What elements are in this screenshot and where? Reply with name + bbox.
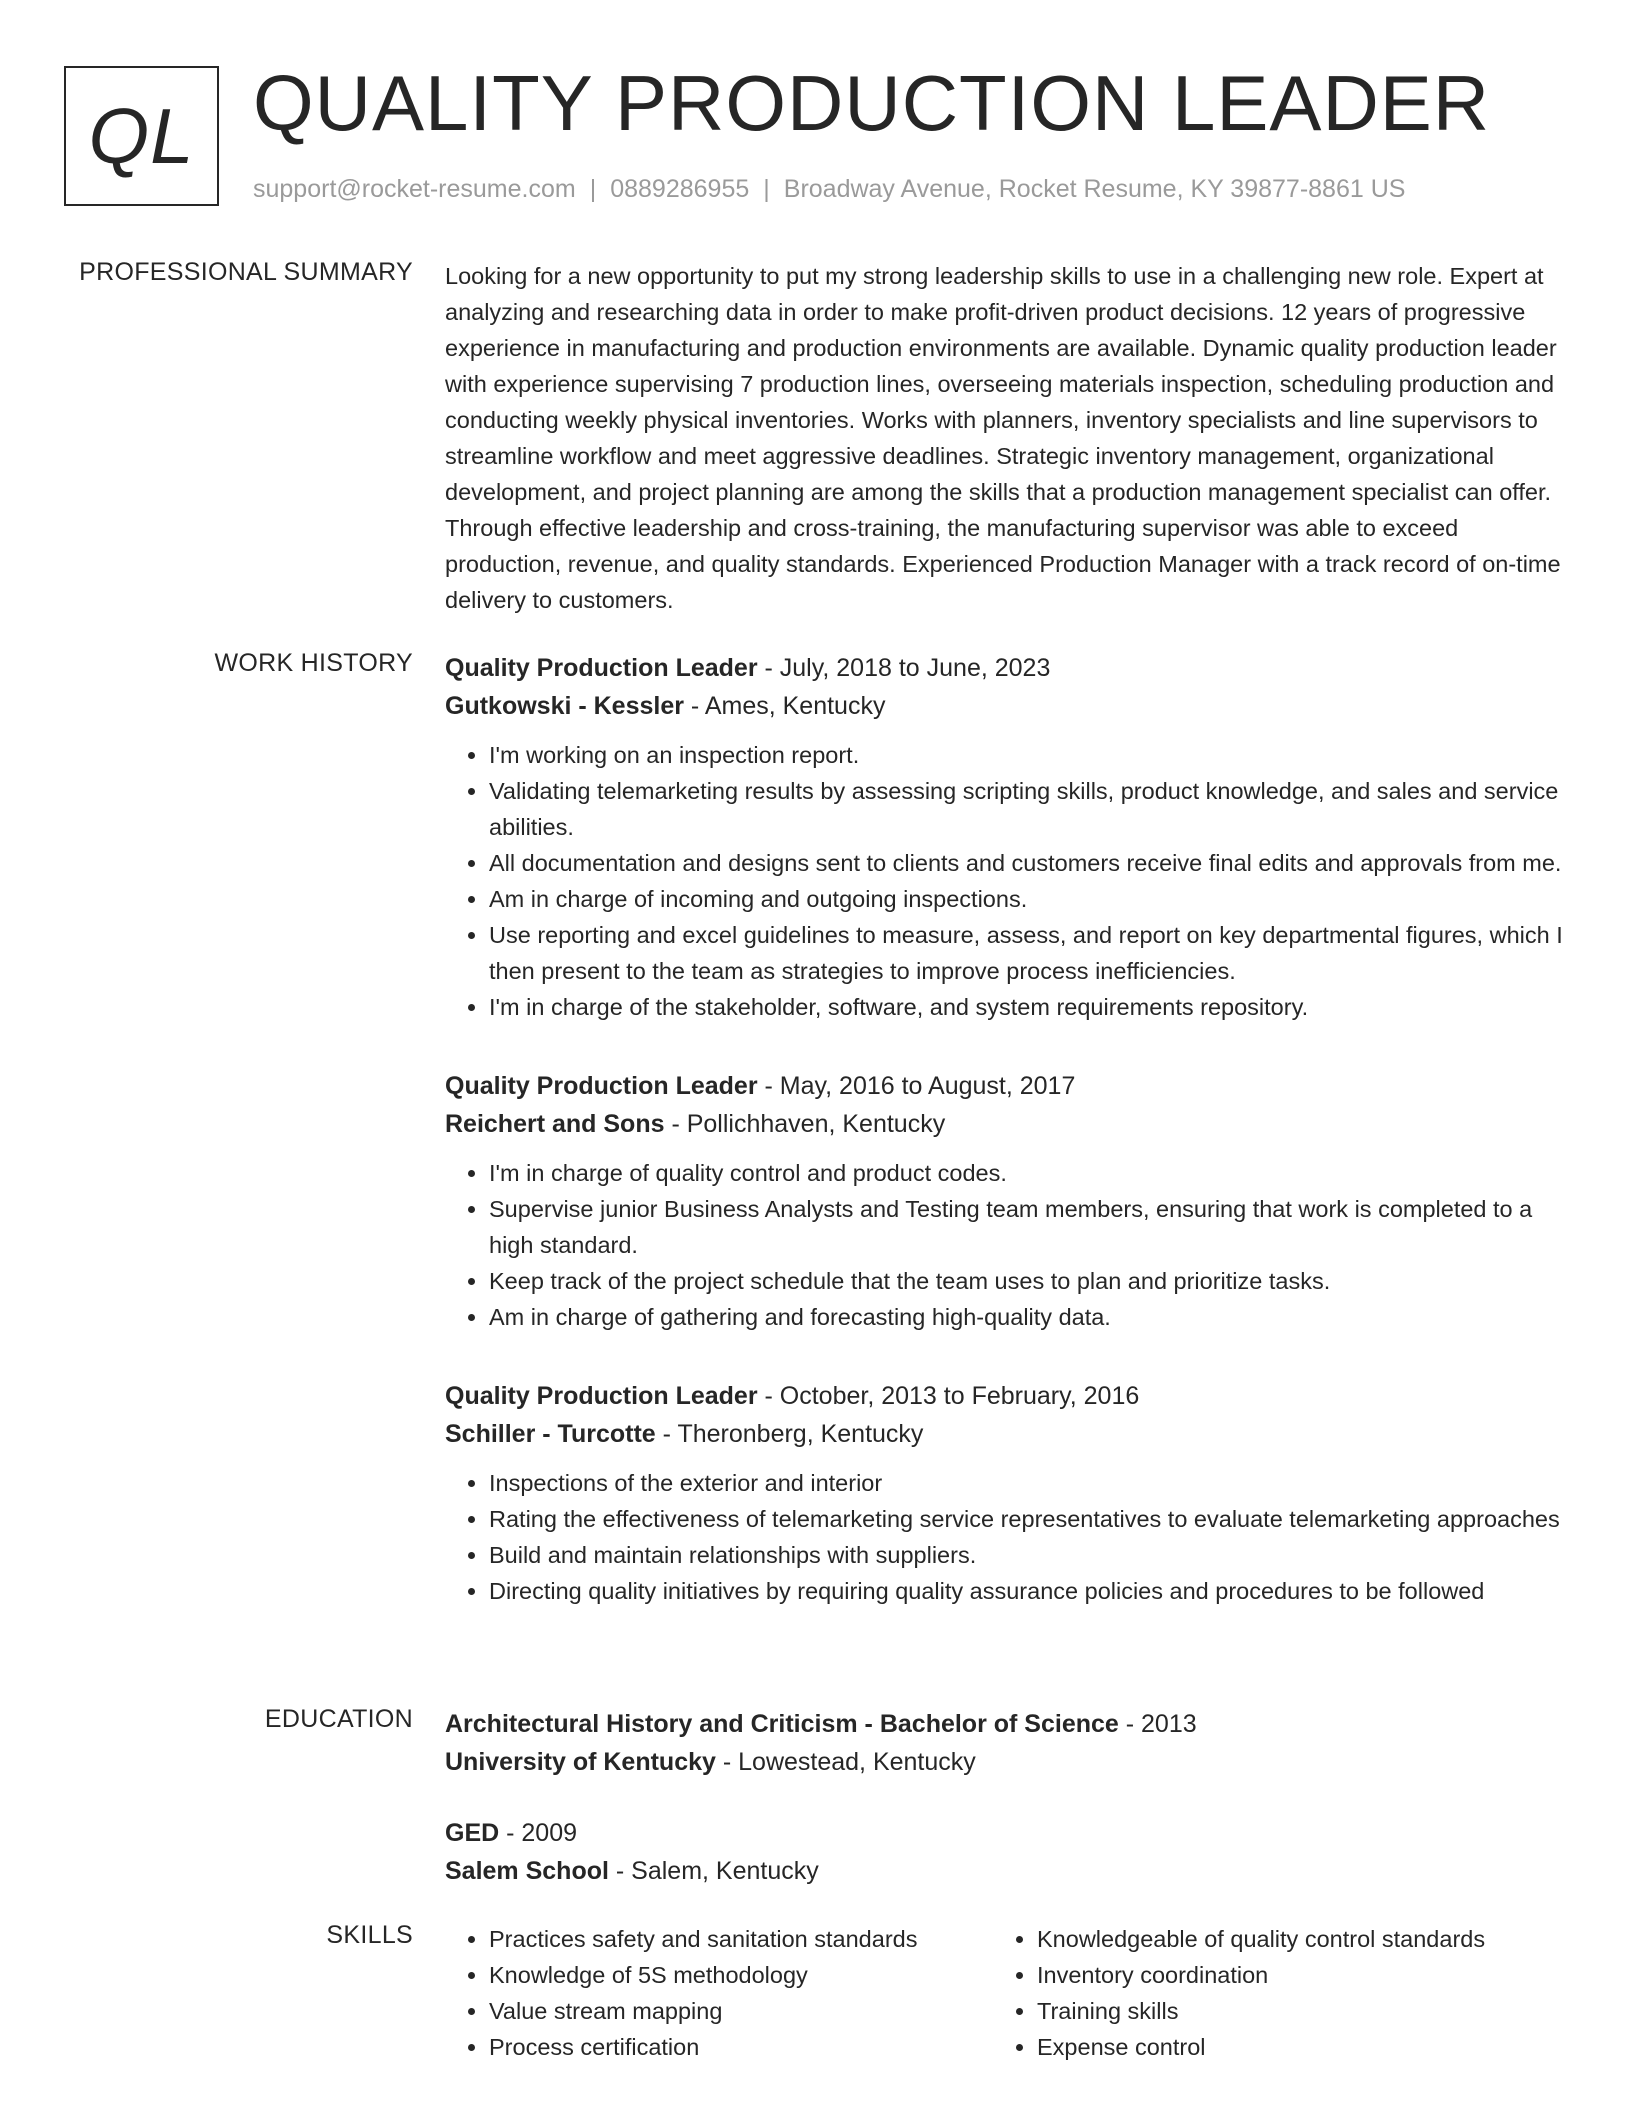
job-entry	[445, 1067, 1565, 1335]
skill-item: • Practices safety and sanitation standards	[489, 1921, 993, 1957]
education-degree: GED	[445, 1819, 500, 1847]
job-location: - Theronberg, Kentucky	[655, 1420, 924, 1448]
work-history-label: WORK HISTORY	[214, 649, 413, 677]
job-company: Reichert and Sons	[445, 1110, 665, 1138]
skill-item: • Knowledgeable of quality control standards	[1037, 1921, 1541, 1957]
summary-text: Looking for a new opportunity to put my strong leadership skills to use in a challenging new role. Expert at analyzing and researching data in order to make profit-driven product decisions. 12 years of progressive experience in manufacturing and production environments are available. Dynamic quality production leader with experience supervising 7 production lines, overseeing materials inspection, scheduling production and conducting weekly physical inventories. Works with planners, inventory specialists and line supervisors to streamline workflow and meet aggressive deadlines. Strategic inventory management, organizational development, and project planning are among the skills that a production management specialist can offer. Through effective leadership and cross-training, the manufacturing supervisor was able to exceed production, revenue, and quality standards. Experienced Production Manager with a track record of on-time delivery to customers.	[445, 263, 1561, 613]
job-company-line	[445, 1105, 1565, 1143]
work-history-content	[445, 649, 1565, 1609]
job-title-line	[445, 1377, 1565, 1415]
job-entry	[445, 649, 1565, 1025]
job-bullet: • Directing quality initiatives by requiring quality assurance policies and procedures to be followed	[489, 1573, 1565, 1609]
education-degree-line	[445, 1705, 1565, 1743]
monogram-logo	[64, 66, 219, 206]
skill-item: • Value stream mapping	[489, 1993, 993, 2029]
job-bullet: • Inspections of the exterior and interior	[489, 1465, 1565, 1501]
education-school-line	[445, 1852, 1565, 1890]
job-title: Quality Production Leader	[445, 654, 758, 682]
job-bullet: • Validating telemarketing results by assessing scripting skills, product knowledge, and sales and service abilities.	[489, 773, 1565, 845]
job-dates: - October, 2013 to February, 2016	[757, 1382, 1140, 1410]
skills-column-right	[993, 1921, 1541, 2065]
job-bullets	[445, 737, 1565, 1025]
job-bullets	[445, 1465, 1565, 1609]
job-company-line	[445, 687, 1565, 725]
job-bullets	[445, 1155, 1565, 1335]
skills-list	[993, 1921, 1541, 2065]
skill-item: • Expense control	[1037, 2029, 1541, 2065]
skill-item: • Knowledge of 5S methodology	[489, 1957, 993, 1993]
job-bullet: • Am in charge of gathering and forecasting high-quality data.	[489, 1299, 1565, 1335]
contact-email: support@rocket-resume.com	[253, 175, 576, 203]
education-year: - 2013	[1118, 1710, 1197, 1738]
job-bullet: • Rating the effectiveness of telemarketing service representatives to evaluate telemarketing approaches	[489, 1501, 1565, 1537]
job-bullet: • I'm working on an inspection report.	[489, 737, 1565, 773]
job-bullet: • All documentation and designs sent to clients and customers receive final edits and approvals from me.	[489, 845, 1565, 881]
job-company: Gutkowski - Kessler	[445, 692, 684, 720]
job-bullet: • Use reporting and excel guidelines to measure, assess, and report on key departmental figures, which I then present to the team as strategies to improve process inefficiencies.	[489, 917, 1565, 989]
skills-grid	[445, 1921, 1565, 2065]
skill-item: • Process certification	[489, 2029, 993, 2065]
job-location: - Pollichhaven, Kentucky	[664, 1110, 946, 1138]
monogram-text: QL	[88, 91, 195, 180]
job-company: Schiller - Turcotte	[445, 1420, 656, 1448]
job-entry	[445, 1377, 1565, 1609]
skills-list	[445, 1921, 993, 2065]
education-content	[445, 1705, 1565, 1923]
education-entry	[445, 1705, 1565, 1781]
summary-content	[445, 258, 1565, 618]
job-bullet: • I'm in charge of the stakeholder, software, and system requirements repository.	[489, 989, 1565, 1025]
contact-address: Broadway Avenue, Rocket Resume, KY 39877-8861 US	[783, 175, 1406, 203]
education-degree-line	[445, 1814, 1565, 1852]
contact-separator: |	[589, 175, 597, 203]
job-dates: - July, 2018 to June, 2023	[757, 654, 1051, 682]
resume-title: QUALITY PRODUCTION LEADER	[253, 59, 1491, 147]
education-school-line	[445, 1743, 1565, 1781]
job-title: Quality Production Leader	[445, 1072, 758, 1100]
education-location: - Lowestead, Kentucky	[715, 1748, 976, 1776]
education-year: - 2009	[499, 1819, 578, 1847]
job-location: - Ames, Kentucky	[683, 692, 886, 720]
skills-content	[445, 1921, 1565, 2065]
job-bullet: • Supervise junior Business Analysts and Testing team members, ensuring that work is completed to a high standard.	[489, 1191, 1565, 1263]
education-label: EDUCATION	[264, 1705, 413, 1733]
skill-item: • Inventory coordination	[1037, 1957, 1541, 1993]
job-dates: - May, 2016 to August, 2017	[757, 1072, 1076, 1100]
contact-line	[253, 175, 1405, 204]
education-entry	[445, 1814, 1565, 1890]
summary-label: PROFESSIONAL SUMMARY	[79, 258, 413, 286]
contact-phone: 0889286955	[610, 175, 750, 203]
education-location: - Salem, Kentucky	[608, 1857, 819, 1885]
skills-column-left	[445, 1921, 993, 2065]
job-bullet: • Build and maintain relationships with suppliers.	[489, 1537, 1565, 1573]
education-school: Salem School	[445, 1857, 609, 1885]
job-bullet: • I'm in charge of quality control and product codes.	[489, 1155, 1565, 1191]
education-degree: Architectural History and Criticism - Bachelor of Science	[445, 1710, 1119, 1738]
education-school: University of Kentucky	[445, 1748, 716, 1776]
job-company-line	[445, 1415, 1565, 1453]
job-title: Quality Production Leader	[445, 1382, 758, 1410]
job-bullet: • Am in charge of incoming and outgoing inspections.	[489, 881, 1565, 917]
job-title-line	[445, 649, 1565, 687]
contact-separator: |	[763, 175, 770, 203]
job-title-line	[445, 1067, 1565, 1105]
skills-label: SKILLS	[326, 1921, 413, 1949]
job-bullet: • Keep track of the project schedule that the team uses to plan and prioritize tasks.	[489, 1263, 1565, 1299]
skill-item: • Training skills	[1037, 1993, 1541, 2029]
